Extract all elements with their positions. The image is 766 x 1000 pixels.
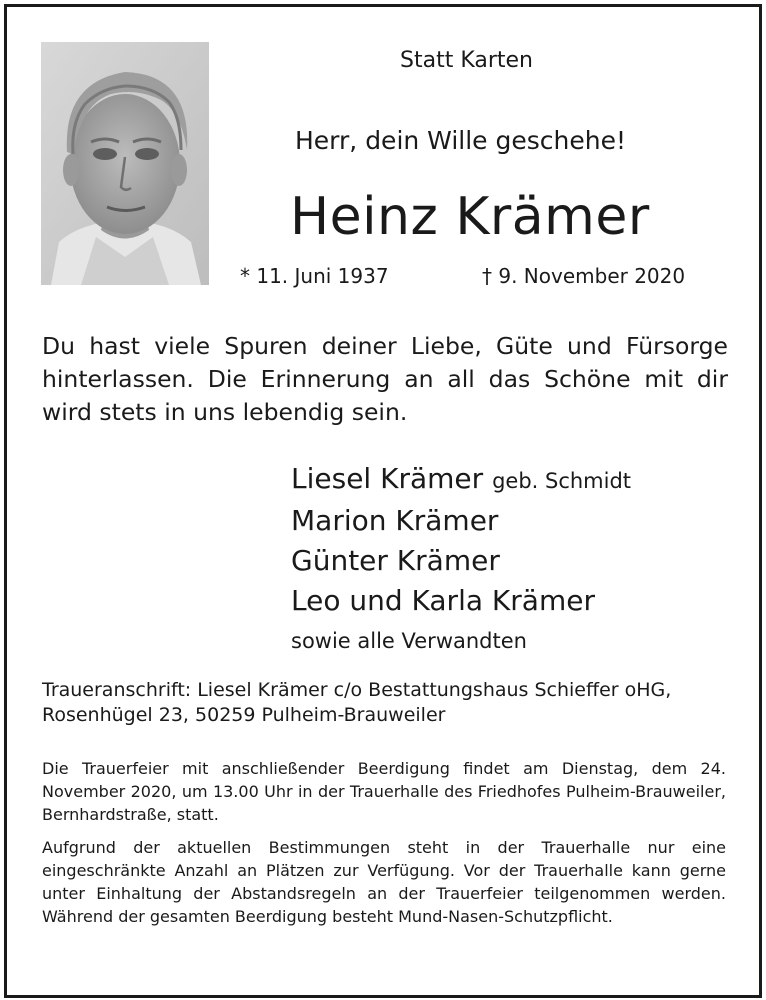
mourner-item (291, 459, 631, 501)
portrait-photo (41, 42, 209, 285)
headline-statt-karten: Statt Karten (400, 48, 533, 73)
mourners-list (291, 459, 631, 653)
relatives-line: sowie alle Verwandten (291, 629, 527, 653)
mourning-address (42, 678, 732, 728)
address-line-1: Traueranschrift: Liesel Krämer c/o Bestattungshaus Schieffer oHG, (42, 679, 672, 701)
mourner-item (291, 541, 631, 581)
mourner-name: Liesel Krämer (291, 462, 484, 495)
funeral-info-paragraph: Die Trauerfeier mit anschließender Beerdigung findet am Dienstag, dem 24. November 2020, um 13.00 Uhr in der Trauerhalle des Friedhofes Pulheim-Brauweiler, Bernhardstraße, statt. (42, 759, 726, 824)
birth-date: * 11. Juni 1937 (240, 264, 389, 288)
covid-rules-paragraph: Aufgrund der aktuellen Bestimmungen steht in der Trauerhalle nur eine eingeschränkte Anzahl an Plätzen zur Verfügung. Vor der Trauerhalle kann gerne unter Einhaltung der Abstandsregeln an der Trauerfeier teilgenommen werden. Während der gesamten Beerdigung besteht Mund-Nasen-Schutzpflicht. (42, 838, 726, 926)
memorial-quote: Du hast viele Spuren deiner Liebe, Güte und Fürsorge hinterlassen. Die Erinnerung an all das Schöne mit dir wird stets in uns lebendig sein. (42, 332, 728, 426)
maiden-name-note: geb. Schmidt (492, 469, 632, 493)
address-line-2: Rosenhügel 23, 50259 Pulheim-Brauweiler (42, 704, 446, 726)
bible-verse: Herr, dein Wille geschehe! (295, 126, 627, 155)
mourner-item (291, 501, 631, 541)
deceased-name: Heinz Krämer (290, 187, 650, 247)
mourner-name: Marion Krämer (291, 504, 499, 537)
mourner-item (291, 581, 631, 621)
mourner-name: Leo und Karla Krämer (291, 584, 595, 617)
death-date: † 9. November 2020 (482, 264, 686, 288)
mourner-name: Günter Krämer (291, 544, 500, 577)
